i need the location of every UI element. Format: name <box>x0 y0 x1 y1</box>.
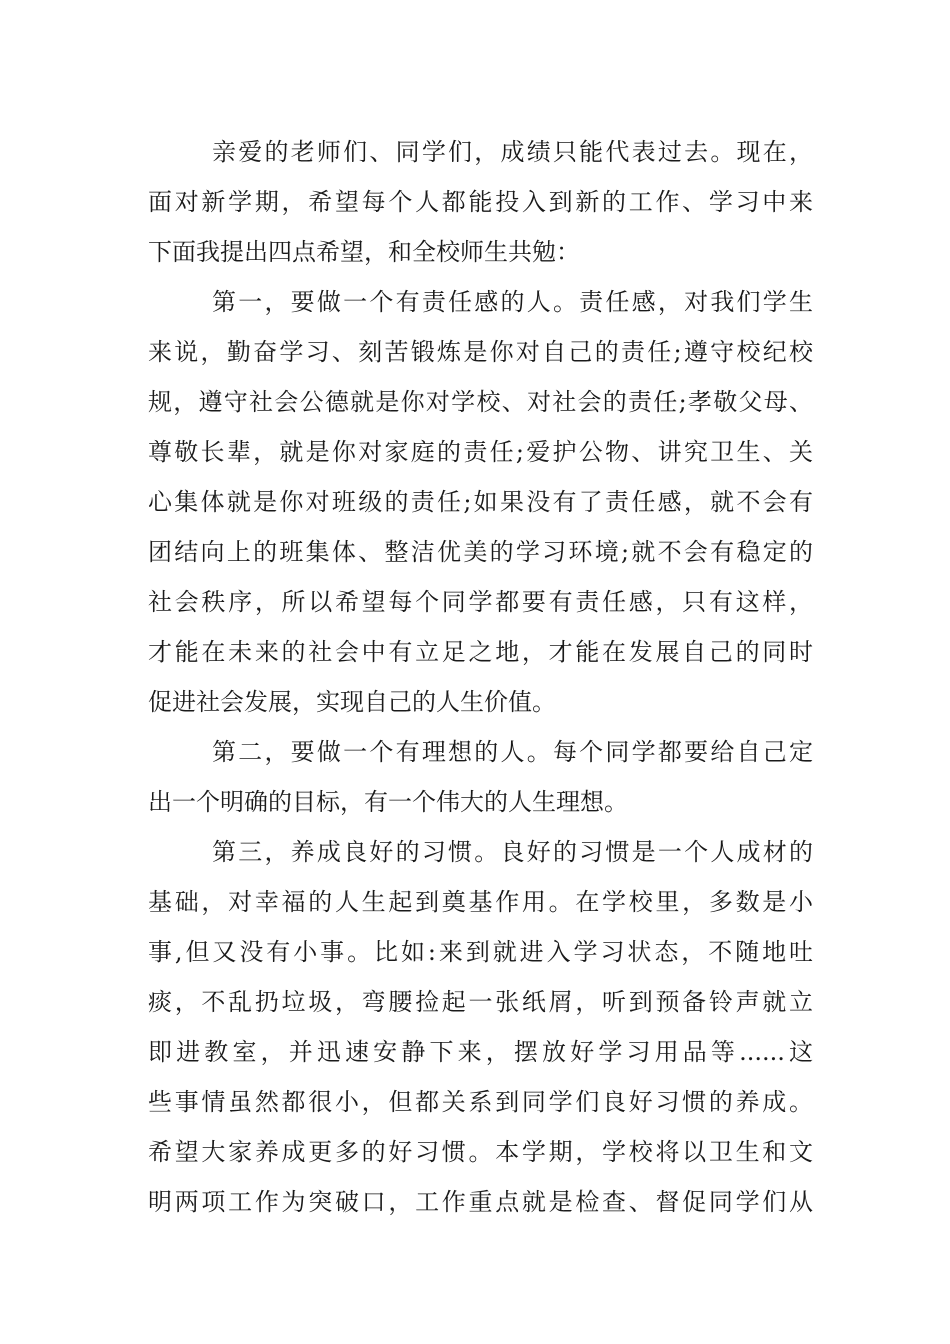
text-line: 促进社会发展，实现自己的人生价值。 <box>148 688 556 716</box>
text-line: 来说，勤奋学习、刻苦锻炼是你对自己的责任;遵守校纪校 <box>148 338 813 366</box>
text-line: 基础，对幸福的人生起到奠基作用。在学校里，多数是小 <box>148 888 813 916</box>
text-line: 亲爱的老师们、同学们，成绩只能代表过去。现在， <box>212 138 813 166</box>
text-line: 面对新学期，希望每个人都能投入到新的工作、学习中来 <box>148 188 813 216</box>
text-line: 心集体就是你对班级的责任;如果没有了责任感，就不会有 <box>148 488 813 516</box>
text-line: 明两项工作为突破口，工作重点就是检查、督促同学们从 <box>148 1188 813 1216</box>
text-line: 些事情虽然都很小，但都关系到同学们良好习惯的养成。 <box>148 1088 813 1116</box>
text-line: 即进教室，并迅速安静下来，摆放好学习用品等......这 <box>148 1038 813 1066</box>
text-line: 社会秩序，所以希望每个同学都要有责任感，只有这样， <box>148 588 813 616</box>
text-line: 第三，养成良好的习惯。良好的习惯是一个人成材的 <box>212 838 813 866</box>
text-line: 才能在未来的社会中有立足之地，才能在发展自己的同时 <box>148 638 813 666</box>
text-line: 第二，要做一个有理想的人。每个同学都要给自己定 <box>212 738 813 766</box>
text-line: 痰，不乱扔垃圾，弯腰捡起一张纸屑，听到预备铃声就立 <box>148 988 813 1016</box>
paragraph-second-hope <box>148 727 813 827</box>
paragraph-first-hope <box>148 277 813 727</box>
text-line: 第一，要做一个有责任感的人。责任感，对我们学生 <box>212 288 813 316</box>
paragraph-third-hope <box>148 827 813 1227</box>
text-line: 规，遵守社会公德就是你对学校、对社会的责任;孝敬父母、 <box>148 388 813 416</box>
document-body <box>148 127 813 1227</box>
text-line: 出一个明确的目标，有一个伟大的人生理想。 <box>148 788 628 816</box>
text-line: 尊敬长辈，就是你对家庭的责任;爱护公物、讲究卫生、关 <box>148 438 813 466</box>
text-line: 希望大家养成更多的好习惯。本学期，学校将以卫生和文 <box>148 1138 813 1166</box>
text-line: 下面我提出四点希望，和全校师生共勉： <box>148 238 580 266</box>
text-line: 事,但又没有小事。比如:来到就进入学习状态，不随地吐 <box>148 938 813 966</box>
text-line: 团结向上的班集体、整洁优美的学习环境;就不会有稳定的 <box>148 538 813 566</box>
paragraph-intro <box>148 127 813 277</box>
